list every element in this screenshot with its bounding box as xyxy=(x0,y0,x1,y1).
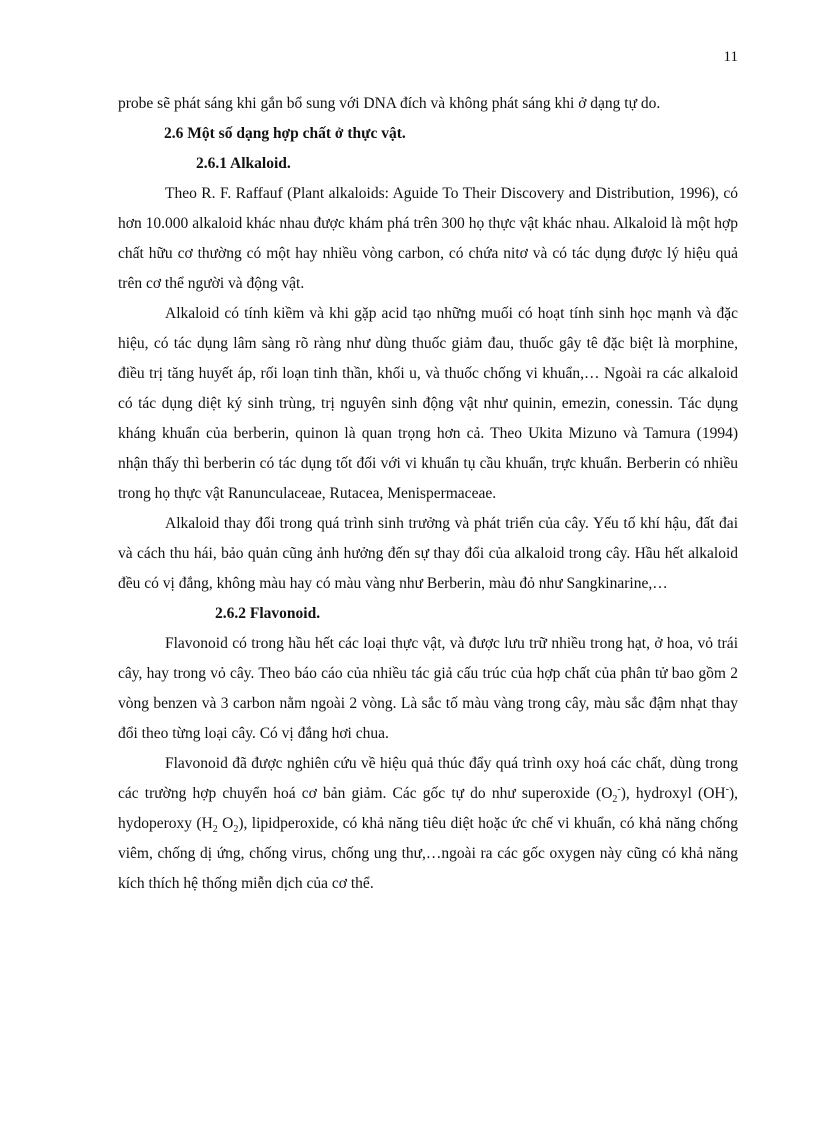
text-segment: ), lipidperoxide, có khả năng tiêu diệt hoặc ức chế vi khuẩn, có khả năng chống viêm, chống dị ứng, chống virus, chống ung thư,…ngoài ra các gốc oxygen này cũng có khả năng kích thích hệ thống miễn dịch của cơ thể. xyxy=(118,815,739,892)
page-number: 11 xyxy=(723,49,738,65)
subscript: 2 xyxy=(612,794,618,806)
body-text xyxy=(118,89,738,899)
heading-2-6-1: 2.6.1 Alkaloid. xyxy=(196,155,291,172)
paragraph-raffauf: Theo R. F. Raffauf (Plant alkaloids: Aguide To Their Discovery and Distribution, 1996), có hơn 10.000 alkaloid khác nhau được khám phá trên 300 họ thực vật khác nhau. Alkaloid là một hợp chất hữu cơ thường có một hay nhiều vòng carbon, có chứa nitơ và có tác dụng được lý hiệu quả trên cơ thể người và động vật. xyxy=(118,185,738,292)
paragraph-probe: probe sẽ phát sáng khi gắn bổ sung với DNA đích và không phát sáng khi ở dạng tự do. xyxy=(118,95,661,112)
text-segment: Flavonoid đã được nghiên cứu về hiệu quả thúc đẩy quá trình oxy hoá các chất, dùng trong các trường hợp chuyển hoá cơ bản giảm. Các gốc tự do như superoxide (O xyxy=(118,755,738,802)
superscript: - xyxy=(617,783,621,795)
paragraph-flavonoid-intro: Flavonoid có trong hầu hết các loại thực vật, và được lưu trữ nhiều trong hạt, ở hoa, vỏ trái cây, hay trong vỏ cây. Theo báo cáo của nhiều tác giả cấu trúc của hợp chất của phân tử bao gồm 2 vòng benzen và 3 carbon nằm ngoài 2 vòng. Là sắc tố màu vàng trong cây, màu sắc đậm nhạt thay đổi theo từng loại cây. Có vị đắng hơi chua. xyxy=(118,635,738,742)
text-segment: O xyxy=(217,815,234,832)
text-segment: ), hydoperoxy (H xyxy=(118,785,738,832)
heading-2-6: 2.6 Một số dạng hợp chất ở thực vật. xyxy=(164,125,406,142)
heading-2-6-2: 2.6.2 Flavonoid. xyxy=(215,605,321,622)
superscript: - xyxy=(725,783,729,795)
paragraph-alkaloid-properties: Alkaloid có tính kiềm và khi gặp acid tạo những muối có hoạt tính sinh học mạnh và đặc hiệu, có tác dụng lâm sàng rõ ràng như dùng thuốc giảm đau, thuốc gây tê đặc biệt là morphine, điều trị tăng huyết áp, rối loạn tinh thần, khối u, và thuốc chống vi khuẩn,… Ngoài ra các alkaloid có tác dụng diệt ký sinh trùng, trị nguyên sinh động vật như quinin, emezin, conessin. Tác dụng kháng khuẩn của berberin, quinon là quan trọng hơn cả. Theo Ukita Mizuno và Tamura (1994) nhận thấy thì berberin có tác dụng tốt đối với vi khuẩn tụ cầu khuẩn, trực khuẩn. Berberin có nhiều trong họ thực vật Ranunculaceae, Rutacea, Menispermaceae. xyxy=(118,305,738,502)
subscript: 2 xyxy=(212,824,218,836)
paragraph-alkaloid-variation: Alkaloid thay đổi trong quá trình sinh trưởng và phát triển của cây. Yếu tố khí hậu, đất đai và cách thu hái, bảo quản cũng ảnh hưởng đến sự thay đổi của alkaloid trong cây. Hầu hết alkaloid đều có vị đắng, không màu hay có màu vàng như Berberin, màu đỏ như Sangkinarine,… xyxy=(118,515,738,592)
text-segment: ), hydroxyl (OH xyxy=(620,785,726,802)
paragraph-flavonoid-effects xyxy=(118,749,738,899)
subscript: 2 xyxy=(233,824,239,836)
